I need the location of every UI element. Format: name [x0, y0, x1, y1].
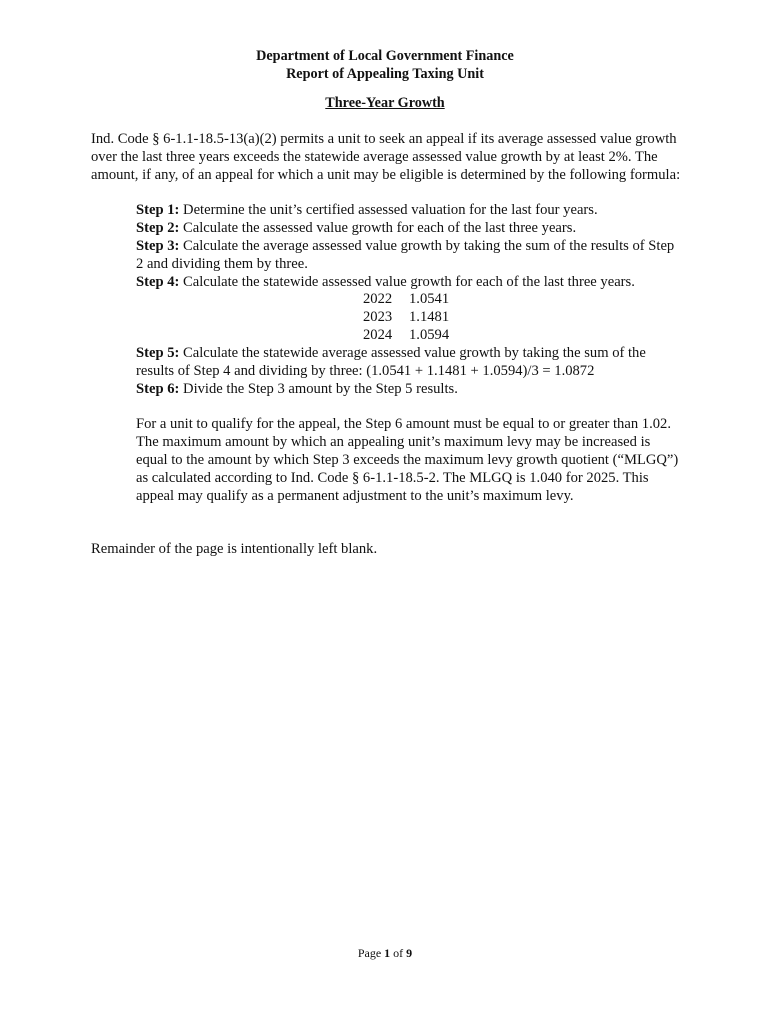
blank-page-note: Remainder of the page is intentionally left blank.: [91, 541, 378, 557]
page-footer: [0, 945, 770, 961]
page-total: 9: [406, 946, 413, 960]
step-5: [136, 344, 681, 380]
step-label: Step 4:: [136, 274, 180, 290]
step-text: Calculate the statewide assessed value growth for each of the last three years.: [179, 274, 635, 290]
growth-year: 2022: [363, 291, 393, 307]
step-label: Step 2:: [136, 220, 180, 236]
growth-value: 1.0594: [409, 327, 450, 343]
step-2: [136, 219, 681, 237]
growth-year: 2024: [363, 327, 393, 343]
page-prefix: Page: [357, 946, 385, 960]
steps-list-continued: [136, 344, 681, 398]
steps-list: [136, 201, 681, 291]
step-text: Calculate the statewide average assessed value growth by taking the sum of the results of Step 4 and dividing by three: (1.0541 + 1.1481 + 1.0594)/3 = 1.0872: [136, 345, 646, 379]
step-text: Determine the unit’s certified assessed valuation for the last four years.: [179, 202, 598, 218]
growth-year: 2023: [363, 309, 393, 325]
table-row: [363, 326, 449, 344]
qualification-paragraph: For a unit to qualify for the appeal, the Step 6 amount must be equal to or greater than 1.02. The maximum amount by which an appealing unit’s maximum levy may be increased is equal to the amount by which Step 3 exceeds the maximum levy growth quotient (“MLGQ”) as calculated according to Ind. Code § 6-1.1-18.5-2. The MLGQ is 1.040 for 2025. This appeal may qualify as a permanent adjustment to the unit’s maximum levy.: [136, 416, 679, 504]
table-row: [363, 290, 449, 308]
report-heading: Report of Appealing Taxing Unit: [286, 66, 484, 82]
section-title: Three-Year Growth: [325, 95, 445, 111]
step-1: [136, 201, 681, 219]
growth-value: 1.1481: [409, 309, 450, 325]
table-row: [363, 308, 449, 326]
growth-value: 1.0541: [409, 291, 450, 307]
intro-paragraph: Ind. Code § 6-1.1-18.5-13(a)(2) permits a unit to seek an appeal if its average assessed value growth over the last three years exceeds the statewide average assessed value growth by at least 2%. The amount, if any, of an appeal for which a unit may be eligible is determined by the following formula:: [91, 131, 681, 183]
statewide-growth-table: [363, 290, 449, 344]
step-label: Step 1:: [136, 202, 180, 218]
page-current: 1: [384, 946, 391, 960]
step-label: Step 6:: [136, 381, 180, 397]
step-text: Divide the Step 3 amount by the Step 5 results.: [179, 381, 458, 397]
step-4: [136, 273, 681, 291]
page-of: of: [390, 946, 407, 960]
step-3: [136, 237, 681, 273]
step-6: [136, 380, 681, 398]
step-label: Step 3:: [136, 238, 180, 254]
step-text: Calculate the average assessed value growth by taking the sum of the results of Step 2 and dividing them by three.: [136, 238, 675, 272]
step-label: Step 5:: [136, 345, 180, 361]
department-heading: Department of Local Government Finance: [256, 48, 514, 64]
step-text: Calculate the assessed value growth for each of the last three years.: [179, 220, 577, 236]
